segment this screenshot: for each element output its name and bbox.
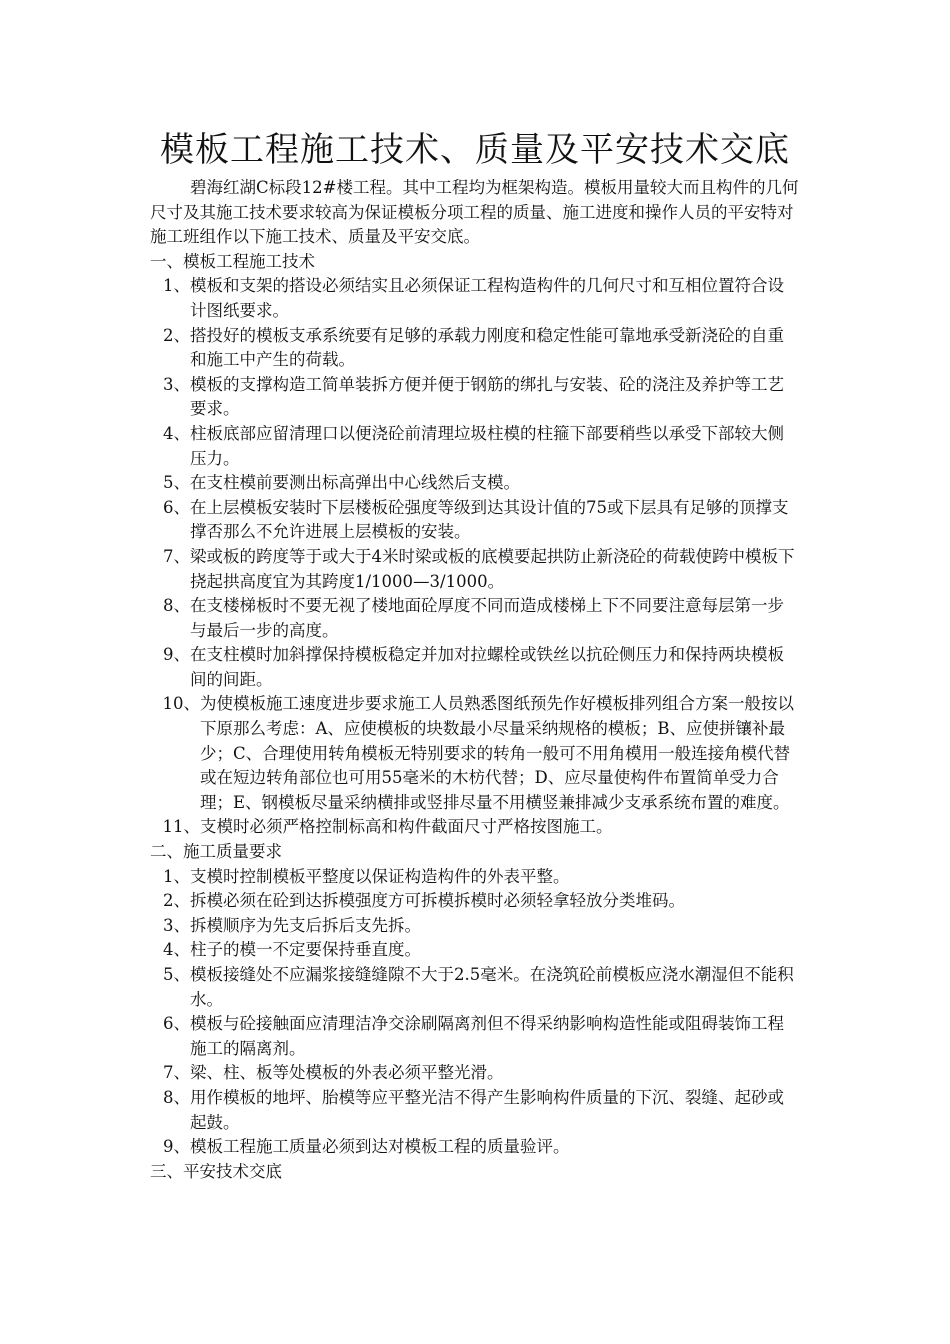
list-item bbox=[150, 1061, 800, 1086]
list-item bbox=[150, 938, 800, 963]
list-item-text: 模板与砼接触面应清理洁净交涂刷隔离剂但不得采纳影响构造性能或阻碍装饰工程施工的隔离剂。 bbox=[190, 1014, 784, 1058]
list-item-text: 用作模板的地坪、胎模等应平整光洁不得产生影响构件质量的下沉、裂缝、起砂或起鼓。 bbox=[190, 1087, 784, 1132]
list-item-text: 柱子的模一不定要保持垂直度。 bbox=[190, 940, 421, 960]
list-item-text: 柱板底部应留清理口以便浇砼前清理垃圾柱模的柱箍下部要稍些以承受下部较大侧压力。 bbox=[190, 423, 784, 468]
intro-paragraph: 碧海红湖C标段12#楼工程。其中工程均为框架构造。模板用量较大而且构件的几何尺寸及其施工技术要求较高为保证模板分项工程的质量、施工进度和操作人员的平安特对施工班组作以下施工技术、质量及平安交底。 bbox=[150, 178, 799, 247]
document-body bbox=[150, 176, 800, 1184]
list-item-number: 7、 bbox=[163, 546, 190, 566]
section-heading: 一、模板工程施工技术 bbox=[150, 251, 315, 271]
list-item bbox=[150, 1086, 800, 1135]
list-item-number: 9、 bbox=[163, 645, 190, 665]
list-item bbox=[150, 274, 800, 323]
list-item-number: 3、 bbox=[163, 374, 190, 394]
list-item-number: 6、 bbox=[163, 497, 190, 517]
list-item bbox=[150, 1012, 800, 1061]
list-item-number: 5、 bbox=[163, 473, 190, 493]
list-item-number: 8、 bbox=[163, 596, 190, 616]
list-item-text: 支模时控制模板平整度以保证构造构件的外表平整。 bbox=[190, 866, 570, 886]
list-item-text: 在上层模板安装时下层楼板砼强度等级到达其设计值的75或下层具有足够的顶撑支撑否那么不允许进展上层模板的安装。 bbox=[190, 497, 789, 542]
list-item bbox=[150, 545, 800, 594]
list-item-number: 4、 bbox=[163, 940, 190, 960]
list-item-number: 8、 bbox=[163, 1087, 190, 1107]
list-item-text: 模板和支架的搭设必须结实且必须保证工程构造构件的几何尺寸和互相位置符合设计图纸要求。 bbox=[190, 276, 784, 320]
list-item bbox=[150, 914, 800, 939]
list-item bbox=[150, 594, 800, 643]
section-heading: 三、平安技术交底 bbox=[150, 1161, 282, 1181]
list-item-number: 5、 bbox=[163, 965, 190, 984]
list-item-number: 4、 bbox=[163, 423, 190, 443]
list-item-text: 在支柱模前要测出标高弹出中心线然后支模。 bbox=[190, 473, 520, 493]
list-item-text: 搭投好的模板支承系统要有足够的承载力刚度和稳定性能可靠地承受新浇砼的自重和施工中产生的荷载。 bbox=[190, 325, 784, 370]
list-item bbox=[150, 1135, 800, 1160]
list-item-number: 2、 bbox=[163, 891, 190, 911]
list-item-text: 梁或板的跨度等于或大于4米时梁或板的底模要起拱防止新浇砼的荷载使跨中模板下挠起拱高度宜为其跨度1/1000—3/1000。 bbox=[190, 546, 795, 591]
list-item-text: 模板的支撑构造工简单装拆方便并便于钢筋的绑扎与安装、砼的浇注及养护等工艺要求。 bbox=[190, 374, 784, 419]
list-item-text: 梁、柱、板等处模板的外表必须平整光滑。 bbox=[190, 1063, 504, 1083]
list-item bbox=[150, 373, 800, 422]
list-item-number: 10、 bbox=[162, 694, 200, 714]
list-item bbox=[150, 692, 800, 815]
list-item-number: 7、 bbox=[163, 1063, 190, 1083]
list-item bbox=[150, 471, 800, 496]
list-item bbox=[150, 889, 800, 914]
section-heading: 二、施工质量要求 bbox=[150, 842, 282, 862]
list-item-number: 11、 bbox=[162, 817, 200, 837]
list-item bbox=[150, 815, 800, 840]
list-item bbox=[150, 643, 800, 692]
list-item-number: 1、 bbox=[163, 276, 190, 296]
list-item-text: 拆模顺序为先支后拆后支先拆。 bbox=[190, 915, 421, 935]
list-item bbox=[150, 496, 800, 545]
list-item-text: 模板接缝处不应漏浆接缝缝隙不大于2.5毫米。在浇筑砼前模板应浇水潮湿但不能积水。 bbox=[190, 965, 794, 1009]
list-item-text: 支模时必须严格控制标高和构件截面尺寸严格按图施工。 bbox=[200, 817, 613, 837]
list-item bbox=[150, 963, 800, 1012]
list-item-number: 6、 bbox=[163, 1014, 190, 1034]
list-item bbox=[150, 422, 800, 471]
list-item-number: 9、 bbox=[163, 1137, 190, 1157]
list-item bbox=[150, 324, 800, 373]
list-item-text: 为使模板施工速度进步要求施工人员熟悉图纸预先作好模板排列组合方案一般按以下原那么考虑：A、应使模板的块数最小尽量采纳规格的模板；B、应使拼镶补最少；C、合理使用转角模板无特别要求的转角一般可不用角模用一般连接角模代替或在短边转角部位也可用55毫米的木枋代替；D、应尽量使构件布置简单受力合理；E、钢模板尽量采纳横排或竖排尽量不用横竖兼排减少支承系统布置的难度。 bbox=[200, 694, 794, 812]
list-item-number: 2、 bbox=[163, 325, 190, 345]
list-item-text: 拆模必须在砼到达拆模强度方可拆模拆模时必须轻拿轻放分类堆码。 bbox=[190, 891, 685, 911]
list-item-number: 1、 bbox=[163, 866, 190, 886]
document-title: 模板工程施工技术、质量及平安技术交底 bbox=[160, 130, 790, 170]
list-item-number: 3、 bbox=[163, 915, 190, 935]
list-item bbox=[150, 865, 800, 890]
list-item-text: 模板工程施工质量必须到达对模板工程的质量验评。 bbox=[190, 1137, 570, 1157]
list-item-text: 在支楼梯板时不要无视了楼地面砼厚度不同而造成楼梯上下不同要注意每层第一步与最后一步的高度。 bbox=[190, 596, 784, 640]
list-item-text: 在支柱模时加斜撑保持模板稳定并加对拉螺栓或铁丝以抗砼侧压力和保持两块模板间的间距。 bbox=[190, 645, 784, 689]
